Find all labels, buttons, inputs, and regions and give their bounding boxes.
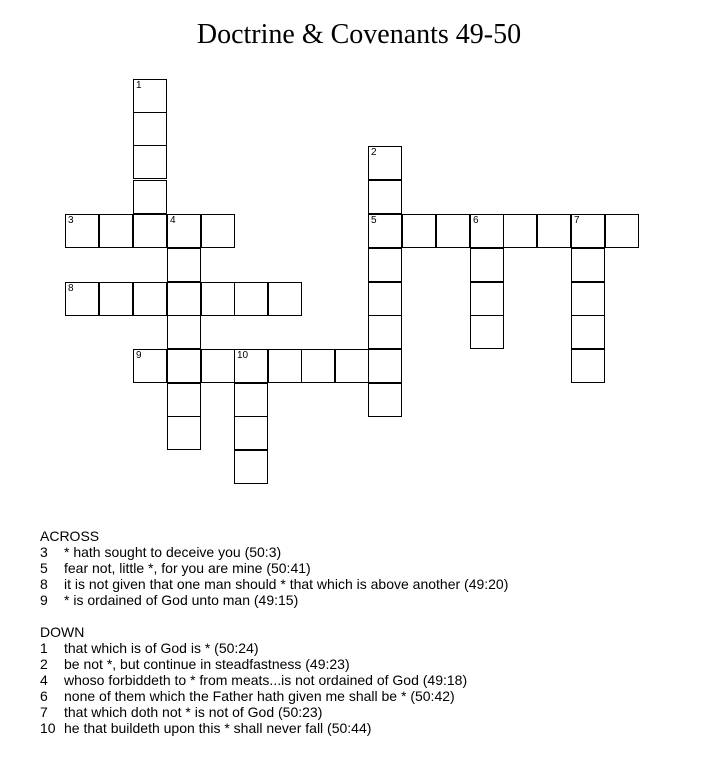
clue-text: none of them which the Father hath given me shall be * (50:42) (64, 688, 455, 704)
crossword-cell[interactable] (470, 315, 504, 349)
crossword-cell[interactable] (402, 214, 436, 248)
crossword-cell[interactable] (133, 112, 167, 146)
clue-num: 3 (40, 544, 48, 560)
clue-num: 2 (40, 656, 48, 672)
crossword-cell[interactable] (133, 79, 167, 113)
crossword-cell[interactable] (268, 349, 302, 383)
clue-num: 4 (40, 672, 48, 688)
crossword-cell[interactable] (368, 315, 402, 349)
crossword-cell[interactable] (470, 214, 504, 248)
clue-number: 8 (68, 283, 74, 294)
clue-text: that which doth not * is not of God (50:23) (64, 704, 323, 720)
clue-num: 9 (40, 592, 48, 608)
crossword-cell[interactable] (167, 315, 201, 349)
clue-num: 7 (40, 704, 48, 720)
crossword-cell[interactable] (99, 282, 133, 316)
crossword-cell[interactable] (133, 180, 167, 214)
crossword-cell[interactable] (167, 349, 201, 383)
clue-number: 2 (371, 147, 377, 158)
clue-text: be not *, but continue in steadfastness (49:23) (64, 656, 350, 672)
crossword-cell[interactable] (133, 349, 167, 383)
crossword-cell[interactable] (368, 180, 402, 214)
crossword-cell[interactable] (470, 248, 504, 282)
down-clue (40, 720, 508, 736)
crossword-cell[interactable] (537, 214, 571, 248)
clue-text: * is ordained of God unto man (49:15) (64, 592, 299, 608)
puzzle-title: Doctrine & Covenants 49-50 (196, 19, 522, 50)
clue-text: it is not given that one man should * that which is above another (49:20) (64, 576, 509, 592)
crossword-cell[interactable] (368, 383, 402, 417)
crossword-cell[interactable] (167, 416, 201, 450)
crossword-cell[interactable] (167, 282, 201, 316)
crossword-cell[interactable] (234, 349, 268, 383)
crossword-cell[interactable] (368, 349, 402, 383)
clue-number: 4 (170, 215, 176, 226)
crossword-cell[interactable] (65, 214, 99, 248)
across-clue (40, 576, 508, 592)
clue-num: 5 (40, 560, 48, 576)
clue-text: fear not, little *, for you are mine (50:41) (64, 560, 311, 576)
clue-text: he that buildeth upon this * shall never fall (50:44) (64, 720, 372, 736)
clue-number: 3 (68, 215, 74, 226)
crossword-cell[interactable] (167, 214, 201, 248)
crossword-cell[interactable] (234, 383, 268, 417)
crossword-cell[interactable] (99, 214, 133, 248)
across-clue (40, 544, 508, 560)
crossword-cell[interactable] (133, 214, 167, 248)
across-heading: ACROSS (40, 528, 100, 544)
down-clue (40, 640, 508, 656)
crossword-cell[interactable] (571, 349, 605, 383)
crossword-cell[interactable] (470, 282, 504, 316)
crossword-cell[interactable] (201, 214, 235, 248)
across-clue (40, 560, 508, 576)
crossword-cell[interactable] (605, 214, 639, 248)
crossword-cell[interactable] (65, 282, 99, 316)
down-clue (40, 672, 508, 688)
crossword-cell[interactable] (436, 214, 470, 248)
crossword-cell[interactable] (503, 214, 537, 248)
crossword-cell[interactable] (167, 383, 201, 417)
clue-number: 1 (136, 80, 142, 91)
crossword-cell[interactable] (133, 282, 167, 316)
clue-text: * hath sought to deceive you (50:3) (64, 544, 282, 560)
down-clue (40, 704, 508, 720)
clue-number: 5 (371, 215, 377, 226)
clue-number: 9 (136, 350, 142, 361)
crossword-cell[interactable] (571, 315, 605, 349)
crossword-cell[interactable] (368, 282, 402, 316)
crossword-cell[interactable] (268, 282, 302, 316)
clue-num: 8 (40, 576, 48, 592)
clue-number: 6 (473, 215, 479, 226)
crossword-cell[interactable] (201, 349, 235, 383)
down-heading: DOWN (40, 624, 85, 640)
crossword-cell[interactable] (571, 248, 605, 282)
clue-num: 10 (40, 720, 56, 736)
crossword-cell[interactable] (234, 282, 268, 316)
crossword-cell[interactable] (571, 282, 605, 316)
clue-num: 1 (40, 640, 48, 656)
crossword-cell[interactable] (571, 214, 605, 248)
clue-number: 7 (574, 215, 580, 226)
crossword-cell[interactable] (368, 146, 402, 180)
clue-text: whoso forbiddeth to * from meats...is not ordained of God (49:18) (64, 672, 468, 688)
crossword-cell[interactable] (301, 349, 335, 383)
clue-text: that which is of God is * (50:24) (64, 640, 259, 656)
across-clue (40, 592, 508, 608)
crossword-cell[interactable] (368, 248, 402, 282)
clue-list (40, 528, 508, 736)
crossword-cell[interactable] (368, 214, 402, 248)
crossword-cell[interactable] (167, 248, 201, 282)
down-clue (40, 688, 508, 704)
crossword-cell[interactable] (133, 145, 167, 179)
down-clue (40, 656, 508, 672)
crossword-cell[interactable] (234, 450, 268, 484)
crossword-cell[interactable] (335, 349, 369, 383)
clue-number: 10 (237, 350, 249, 361)
crossword-cell[interactable] (234, 416, 268, 450)
clue-num: 6 (40, 688, 48, 704)
crossword-cell[interactable] (201, 282, 235, 316)
